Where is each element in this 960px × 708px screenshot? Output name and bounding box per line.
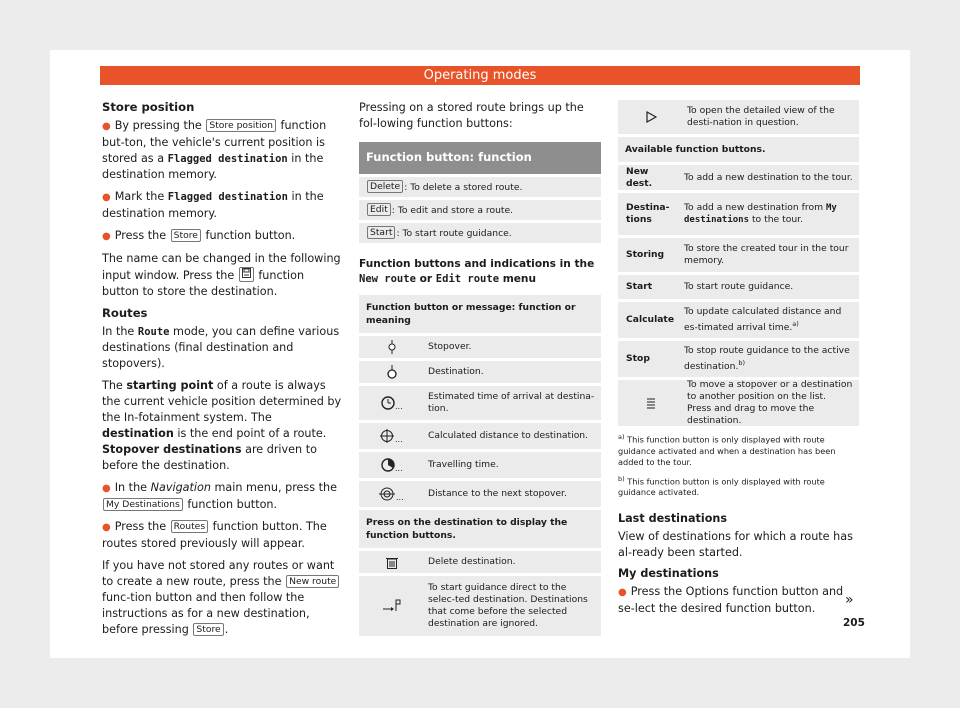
continue-icon: » xyxy=(845,592,854,608)
bullet-mark-flagged: ● Mark the Flagged destination in the destination memory. xyxy=(102,190,324,220)
destination-icon xyxy=(359,361,421,383)
table1-row: Delete : To delete a stored route. xyxy=(359,177,601,197)
svg-text:...: ... xyxy=(395,402,403,410)
save-icon[interactable] xyxy=(239,267,254,282)
stopover-distance-icon xyxy=(359,481,421,507)
available-buttons-heading: Available function buttons. xyxy=(618,137,859,162)
store-position-button[interactable]: Store position xyxy=(206,119,276,132)
starting-point-paragraph: The starting point of a route is always the current vehicle position determined by the In-fotainment system. The destination is the end point of a route. Stopover destinations are driven to before the destination. xyxy=(102,379,342,472)
table2-row: ... Calculated distance to destination. xyxy=(359,423,601,449)
stopover-icon xyxy=(359,336,421,358)
new-route-paragraph: If you have not stored any routes or want to create a new route, press the New route func-tion button and then follow the instructions as for a new destination, before pressing Store . xyxy=(102,558,342,638)
clock-icon xyxy=(359,386,421,420)
column-2 xyxy=(359,100,601,636)
press-destination-note: Press on the destination to display the function buttons. xyxy=(359,510,601,548)
routes-paragraph: In the Route mode, you can define various destinations (final destination and stopovers). xyxy=(102,325,340,370)
table2-row: Destination. xyxy=(359,361,601,383)
routes-button[interactable]: Routes xyxy=(171,520,208,533)
table1-header: Function button: function xyxy=(359,142,601,174)
store-button[interactable]: Store xyxy=(171,229,201,242)
table2-row: ... Distance to the next stopover. xyxy=(359,481,601,507)
my-destinations-heading: My destinations xyxy=(618,567,719,581)
edit-button[interactable]: Edit xyxy=(367,203,391,216)
trash-icon xyxy=(359,551,421,573)
my-destinations-button[interactable]: My Destinations xyxy=(103,498,183,511)
footnote-b: $^{b)}$ This function button is only displayed with route guidance activated. xyxy=(618,474,825,498)
table2-header: Function button or message: function or meaning xyxy=(359,295,601,333)
last-destinations-text: View of destinations for which a route has al-ready been started. xyxy=(618,530,853,560)
table3-row: Delete destination. xyxy=(359,551,601,573)
delete-button[interactable]: Delete xyxy=(367,180,403,193)
table5-row: Calculate To update calculated distance and es-timated arrival time.$^{a)}$ xyxy=(618,302,859,338)
table2-row: ... Estimated time of arrival at destina-tion. xyxy=(359,386,601,420)
bullet-store-position: ● By pressing the Store position function but-ton, the vehicle's current position is stored as a Flagged destination in the destination memory. xyxy=(102,119,327,181)
rename-paragraph: The name can be changed in the following input window. Press the function button to store the destination. xyxy=(102,252,341,298)
table1-row: Edit : To edit and store a route. xyxy=(359,200,601,220)
table2-row: Stopover. xyxy=(359,336,601,358)
table4-row: To open the detailed view of the desti-nation in question. xyxy=(618,100,859,134)
table2-row: ... Travelling time. xyxy=(359,452,601,478)
bullet-my-destinations: ● In the Navigation main menu, press the My Destinations function button. xyxy=(102,481,338,511)
new-route-button[interactable]: New route xyxy=(286,575,339,588)
section-header: Operating modes xyxy=(100,66,860,85)
store-button-2[interactable]: Store xyxy=(193,623,223,636)
drag-handle-icon xyxy=(618,380,680,426)
bullet-icon: ● xyxy=(102,522,111,533)
table5-row: Destina-tions To add a new destination from My destinations to the tour. xyxy=(618,193,859,235)
function-buttons-heading: Function buttons and indications in the New route or Edit route menu xyxy=(359,258,595,285)
table5-row: New dest. To add a new destination to the tour. xyxy=(618,165,859,190)
bullet-icon: ● xyxy=(102,192,111,203)
footnote-a: $^{a)}$ This function button is only displayed with route guidance activated and when a destination has been added to the tour. xyxy=(618,433,836,467)
my-destinations-text: ● Press the Options function button and se-lect the desired function button. xyxy=(618,585,844,616)
store-position-heading: Store position xyxy=(102,100,195,114)
page-number: 205 xyxy=(843,617,865,629)
bullet-icon: ● xyxy=(102,483,111,494)
stored-route-intro: Pressing on a stored route brings up the fol-lowing function buttons: xyxy=(359,101,584,130)
bullet-icon: ● xyxy=(102,231,111,242)
column-1 xyxy=(102,100,342,644)
bullet-icon: ● xyxy=(102,121,111,132)
table5-row: To move a stopover or a destination to another position on the list. Press and drag to move the destination. xyxy=(618,380,859,426)
last-destinations-heading: Last destinations xyxy=(618,512,728,526)
column-3 xyxy=(618,100,859,623)
svg-text:...: ... xyxy=(395,464,403,472)
routes-heading: Routes xyxy=(102,306,148,320)
play-icon xyxy=(618,100,680,134)
table3-row: To start guidance direct to the selec-ted destination. Destinations that come before the selected destination are ignored. xyxy=(359,576,601,636)
svg-text:...: ... xyxy=(396,493,404,501)
bullet-press-store: ● Press the Store function button. xyxy=(102,229,296,242)
start-button[interactable]: Start xyxy=(367,226,395,239)
bullet-routes: ● Press the Routes function button. The routes stored previously will appear. xyxy=(102,520,327,550)
svg-text:...: ... xyxy=(395,435,403,443)
table5-row: Start To start route guidance. xyxy=(618,275,859,299)
distance-icon xyxy=(359,423,421,449)
table5-row: Stop To stop route guidance to the active destination.$^{b)}$ xyxy=(618,341,859,377)
bullet-icon: ● xyxy=(618,587,627,599)
table1-row: Start : To start route guidance. xyxy=(359,223,601,243)
direct-guidance-icon xyxy=(359,576,421,636)
travel-time-icon xyxy=(359,452,421,478)
table5-row: Storing To store the created tour in the tour memory. xyxy=(618,238,859,272)
